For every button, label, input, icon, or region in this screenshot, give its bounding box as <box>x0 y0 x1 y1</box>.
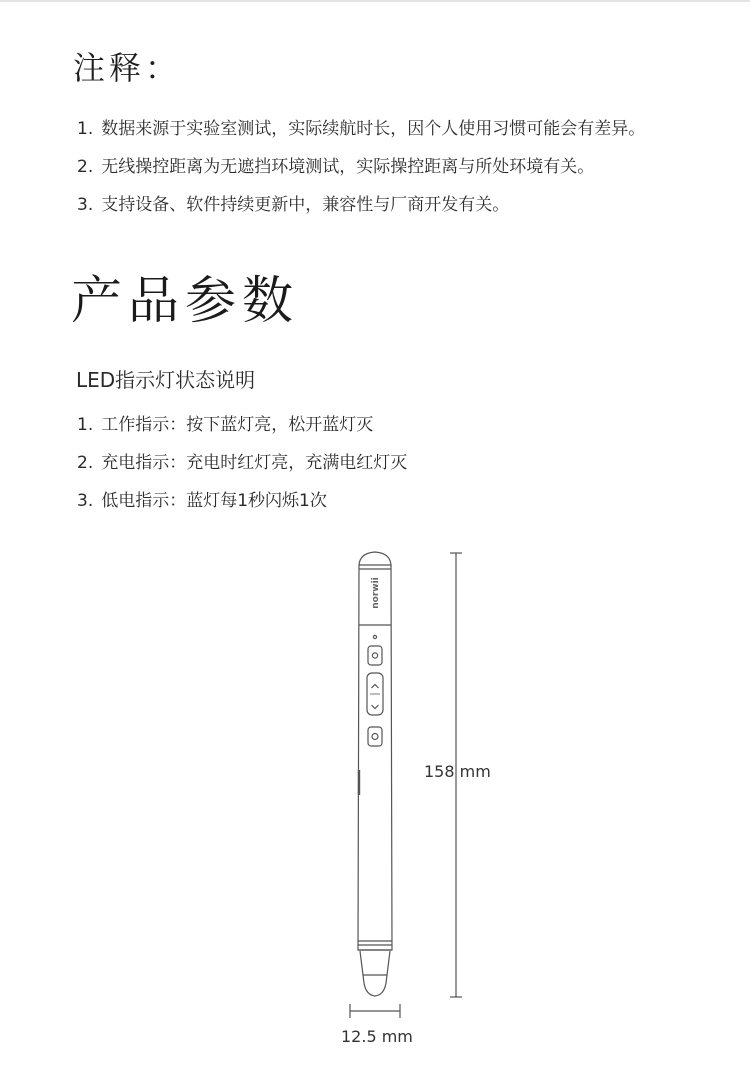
function-button <box>368 727 382 746</box>
pen-stylus-tip <box>360 951 390 996</box>
led-text: 工作指示：按下蓝灯亮，松开蓝灯灭 <box>101 415 374 435</box>
brand-logo-text: norwii <box>371 577 381 609</box>
pen-body <box>358 565 392 950</box>
top-divider <box>0 0 750 2</box>
note-text: 数据来源于实验室测试，实际续航时长，因个人使用习惯可能会有差异。 <box>101 119 646 139</box>
chevron-up-icon <box>372 685 379 689</box>
led-status-list <box>77 406 407 520</box>
brand-logo <box>371 577 381 609</box>
laser-icon <box>372 653 377 658</box>
note-number: 3. <box>77 195 94 215</box>
chevron-down-icon <box>372 705 379 709</box>
led-text: 充电指示：充电时红灯亮，充满电红灯灭 <box>101 453 408 473</box>
led-item <box>77 406 407 444</box>
note-number: 2. <box>77 157 94 177</box>
length-label: 158 mm <box>424 762 491 781</box>
note-text: 支持设备、软件持续更新中，兼容性与厂商开发有关。 <box>101 195 510 215</box>
led-item <box>77 444 407 482</box>
width-label: 12.5 mm <box>341 1027 413 1046</box>
notes-list <box>77 110 645 224</box>
note-item <box>77 186 645 224</box>
led-item <box>77 482 407 520</box>
pen-top-cap <box>359 552 391 565</box>
specs-heading: 产品参数 <box>71 272 300 331</box>
led-number: 3. <box>77 491 94 511</box>
led-indicator-dot <box>373 635 376 638</box>
pen-dimension-diagram <box>330 545 530 1055</box>
led-number: 2. <box>77 453 94 473</box>
notes-heading: 注释： <box>73 49 182 87</box>
led-subtitle: LED指示灯状态说明 <box>76 368 256 392</box>
note-text: 无线操控距离为无遮挡环境测试，实际操控距离与所处环境有关。 <box>101 157 595 177</box>
note-number: 1. <box>77 119 94 139</box>
laser-button <box>368 646 382 665</box>
power-icon <box>372 734 378 740</box>
note-item <box>77 110 645 148</box>
led-text: 低电指示：蓝灯每1秒闪烁1次 <box>101 491 327 511</box>
note-item <box>77 148 645 186</box>
led-number: 1. <box>77 415 94 435</box>
